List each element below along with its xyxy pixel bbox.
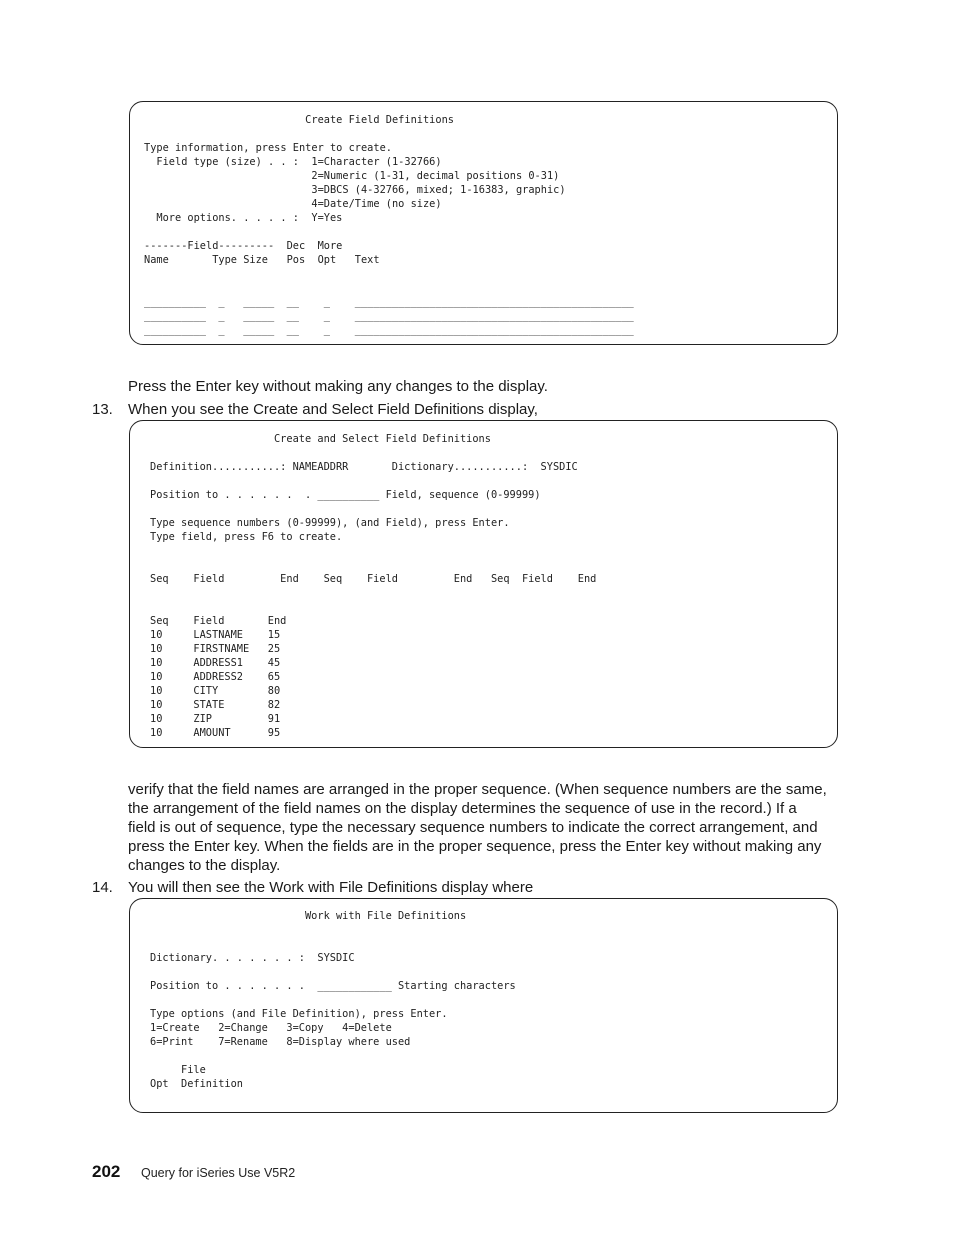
screen-line: Seq Field End Seq Field End Seq Field End	[150, 573, 597, 585]
step-13	[92, 400, 538, 419]
screen-line: Create and Select Field Definitions	[150, 433, 491, 445]
screen-line: Name Type Size Pos Opt Text	[144, 254, 380, 266]
create-select-field-definitions-screen	[129, 420, 838, 748]
screen-line: Type options (and File Definition), press Enter.	[150, 1008, 448, 1020]
screen-line: File	[150, 1064, 206, 1076]
screen-line: Work with File Definitions	[150, 910, 467, 922]
screen-line: 10 FIRSTNAME 25	[150, 643, 281, 655]
step-number: 13.	[92, 401, 113, 418]
step-text: When you see the Create and Select Field Definitions display,	[128, 401, 538, 418]
screen-line: Seq Field End	[150, 615, 287, 627]
instruction-text: Press the Enter key without making any changes to the display.	[128, 378, 548, 395]
screen-text	[144, 113, 634, 337]
screen-text	[150, 432, 596, 740]
screen-line: 10 CITY 80	[150, 685, 281, 697]
work-with-file-definitions-screen	[129, 898, 838, 1113]
page-number: 202	[92, 1162, 121, 1181]
screen-line: 10 ADDRESS2 65	[150, 671, 281, 683]
screen-line: 3=DBCS (4-32766, mixed; 1-16383, graphic)	[144, 184, 566, 196]
screen-line: 4=Date/Time (no size)	[144, 198, 442, 210]
screen-line: Create Field Definitions	[144, 114, 454, 126]
screen-line: Dictionary. . . . . . . : SYSDIC	[150, 952, 355, 964]
screen-line: __________ _ _____ __ _ _____________________________________________	[144, 310, 634, 322]
screen-line: More options. . . . . : Y=Yes	[144, 212, 343, 224]
create-field-definitions-screen	[129, 101, 838, 345]
screen-line: 6=Print 7=Rename 8=Display where used	[150, 1036, 411, 1048]
footer-title: Query for iSeries Use V5R2	[141, 1166, 296, 1180]
screen-line: 10 STATE 82	[150, 699, 281, 711]
screen-line: __________ _ _____ __ _ _____________________________________________	[144, 324, 634, 336]
screen-line: 1=Create 2=Change 3=Copy 4=Delete	[150, 1022, 392, 1034]
verify-text: verify that the field names are arranged in the proper sequence. (When sequence numbers are the same, the arrangement of the field names on the display determines the sequence of use in the record.) If a field is out of sequence, type the necessary sequence numbers to indicate the correct arrangement, and press the Enter key. When the fields are in the proper sequence, press the Enter key without making any changes to the display.	[128, 781, 827, 874]
screen-line: -------Field--------- Dec More	[144, 240, 343, 252]
screen-line: Type field, press F6 to create.	[150, 531, 343, 543]
screen-line: Position to . . . . . . . ____________ Starting characters	[150, 980, 516, 992]
step-text: You will then see the Work with File Definitions display where	[128, 879, 534, 896]
screen-line: 2=Numeric (1-31, decimal positions 0-31)	[144, 170, 560, 182]
screen-line: 10 LASTNAME 15	[150, 629, 281, 641]
screen-line: 10 ZIP 91	[150, 713, 281, 725]
step-14	[92, 878, 533, 897]
screen-line: Opt Definition	[150, 1078, 243, 1090]
screen-line: Type information, press Enter to create.	[144, 142, 392, 154]
screen-line: 10 AMOUNT 95	[150, 727, 281, 739]
screen-line: Field type (size) . . : 1=Character (1-32766)	[144, 156, 442, 168]
step-number: 14.	[92, 879, 113, 896]
screen-line: __________ _ _____ __ _ _____________________________________________	[144, 296, 634, 308]
screen-line: Type sequence numbers (0-99999), (and Field), press Enter.	[150, 517, 510, 529]
screen-text	[150, 909, 516, 1091]
screen-line: 10 ADDRESS1 45	[150, 657, 281, 669]
screen-line: Definition...........: NAMEADDRR Dictionary...........: SYSDIC	[150, 461, 578, 473]
screen-line: Position to . . . . . . . __________ Field, sequence (0-99999)	[150, 489, 541, 501]
